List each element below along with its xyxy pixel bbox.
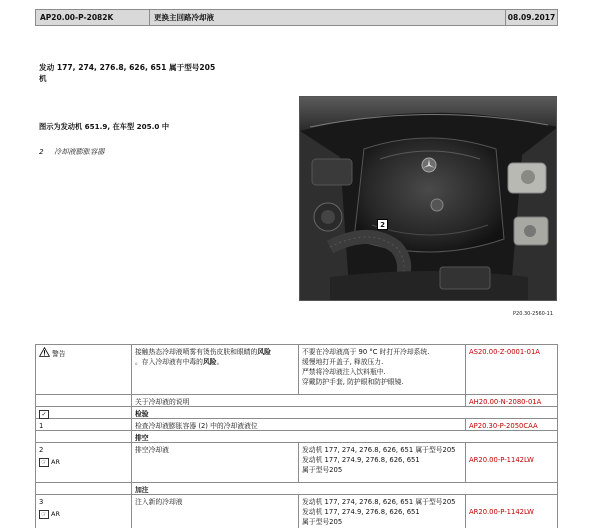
step-3-engines xyxy=(298,495,465,528)
measure-item: 严禁将冷却液注入饮料瓶中. xyxy=(302,368,386,376)
step-2-row xyxy=(35,443,558,483)
step-2-reference-link[interactable]: AR20.00-P-1142LW xyxy=(465,443,558,482)
engine-variant: 发动机 177, 274, 276.8, 626, 651 属于型号205 xyxy=(302,498,456,506)
document-code: AP20.00-P-2082K xyxy=(36,10,150,25)
engine-line-2: 机 xyxy=(39,74,47,83)
legend-number: 2 xyxy=(39,147,44,156)
callout-marker-2: 2 xyxy=(377,219,388,230)
warning-reference-link[interactable]: AS20.00-Z-0001-01A xyxy=(465,345,558,394)
measure-item: 缓慢地打开盖子, 释放压力. xyxy=(302,358,384,366)
warning-text: 接触热态冷却液喷雾有烫伤皮肤和眼睛的 xyxy=(135,348,258,356)
step-3-text: 注入新的冷却液 xyxy=(131,495,298,528)
section-drain-heading: 排空 xyxy=(131,431,558,442)
step-3-reference-link[interactable]: AR20.00-P-1142LW xyxy=(465,495,558,528)
engine-variant: 发动机 177, 274.9, 276.8, 626, 651 xyxy=(302,456,420,464)
step-1-row xyxy=(35,419,558,431)
section-fill-heading: 加注 xyxy=(131,483,558,494)
step-tag: AR xyxy=(51,510,60,518)
step-tag: AR xyxy=(51,458,60,466)
step-1-text: 检查冷却液膨胀容器 (2) 中的冷却液液位 xyxy=(131,419,465,430)
engine-variant: 属于型号205 xyxy=(302,466,343,474)
info-reference-link[interactable]: AH20.00-N-2080-01A xyxy=(465,395,558,406)
photo-reference-id: P20.30-2560-11 xyxy=(513,311,554,317)
warning-measures-cell xyxy=(298,345,465,394)
warning-label: 警告 xyxy=(52,350,66,358)
warning-row xyxy=(35,345,558,395)
check-icon: ✓ xyxy=(39,410,49,419)
step-number: 2 xyxy=(39,446,44,454)
shown-caption: 图示为发动机 651.9, 在车型 205.0 中 xyxy=(39,122,170,131)
engine-variant: 发动机 177, 274, 276.8, 626, 651 属于型号205 xyxy=(302,446,456,454)
hand-pointer-icon: ☞ xyxy=(39,458,49,467)
engine-bay-illustration xyxy=(300,97,557,301)
hand-pointer-icon: ☞ xyxy=(39,510,49,519)
measure-item: 穿戴防护手套, 防护眼和防护眼镜. xyxy=(302,378,404,386)
section-fill-row xyxy=(35,483,558,495)
document-title: 更换主回路冷却液 xyxy=(154,13,214,22)
warning-label-cell xyxy=(35,345,131,394)
warning-description-cell xyxy=(131,345,298,394)
step-number: 1 xyxy=(35,419,131,430)
engine-line-1: 发动 177, 274, 276.8, 626, 651 属于型号205 xyxy=(39,63,216,72)
engine-applicability xyxy=(39,62,239,84)
warning-triangle-icon xyxy=(39,347,50,357)
step-2-text: 排空冷却液 xyxy=(131,443,298,482)
section-check-row xyxy=(35,407,558,419)
warning-risk-word: 风险 xyxy=(257,348,271,356)
step-1-reference-link[interactable]: AP20.30-P-2050CAA xyxy=(465,419,558,430)
warning-text-2: 。存入冷却液有中毒的 xyxy=(135,358,203,366)
engine-bay-photo xyxy=(299,96,557,301)
legend-label: 冷却液膨胀容器 xyxy=(54,147,105,156)
engine-variant: 属于型号205 xyxy=(302,518,343,526)
step-number: 3 xyxy=(39,498,44,506)
step-3-row xyxy=(35,495,558,528)
document-header xyxy=(35,9,558,26)
measure-item: 不要在冷却液高于 90 °C 时打开冷却系统. xyxy=(302,348,430,356)
procedure-table xyxy=(35,344,558,528)
warning-text-3: 。 xyxy=(216,358,224,366)
document-date: 08.09.2017 xyxy=(505,10,557,25)
section-check-heading: 检验 xyxy=(131,407,558,418)
engine-variant: 发动机 177, 274.9, 276.8, 626, 651 xyxy=(302,508,420,516)
section-drain-row xyxy=(35,431,558,443)
warning-risk-word-2: 风险 xyxy=(202,358,217,366)
info-text: 关于冷却液的说明 xyxy=(131,395,465,406)
info-row xyxy=(35,395,558,407)
legend-item xyxy=(39,147,104,157)
step-2-engines xyxy=(298,443,465,482)
